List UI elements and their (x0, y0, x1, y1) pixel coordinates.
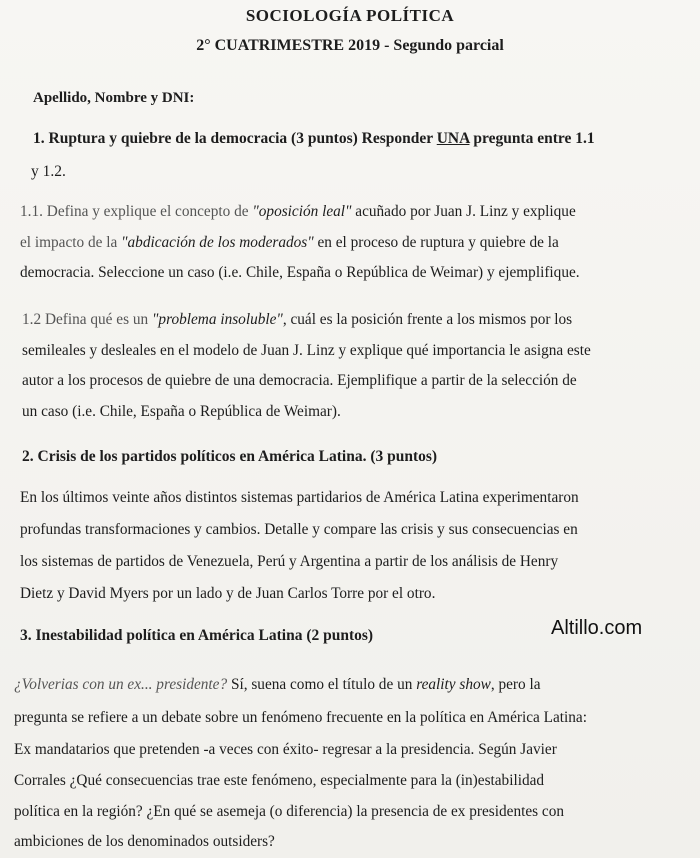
section2-title: 2. Crisis de los partidos políticos en América Latina. (3 puntos) (22, 448, 438, 465)
q12-l1-text-b: , cuál es la posición frente a los mismos por los (282, 311, 573, 328)
section3-line-3: Ex mandatarios que pretenden -a veces con éxito- regresar a la presidencia. Según Javier (14, 741, 557, 758)
section1-title-continuation: y 1.2. (31, 163, 66, 180)
section2-line-1: En los últimos veinte años distintos sistemas partidarios de América Latina experimentaron (20, 489, 579, 506)
section2-line-3: los sistemas de partidos de Venezuela, Perú y Argentina a partir de los análisis de Henry (20, 553, 559, 570)
section3-l1-text-a: Sí, suena como el título de un (227, 676, 417, 693)
q11-l1-term: "oposición leal" (252, 203, 352, 220)
q12-line-4: un caso (i.e. Chile, España o República de Weimar). (22, 403, 341, 420)
q11-line-2 (20, 234, 559, 252)
q11-l2-text-a: el impacto de la (20, 234, 122, 251)
q12-l1-term: "problema insoluble" (152, 311, 283, 328)
section3-title: 3. Inestabilidad política en América Latina (2 puntos) (20, 627, 374, 644)
section2-line-2: profundas transformaciones y cambios. Detalle y compare las crisis y sus consecuencias en (20, 521, 578, 538)
section3-line-4: Corrales ¿Qué consecuencias trae este fenómeno, especialmente para la (in)estabilidad (14, 772, 545, 789)
section3-line-6: ambiciones de los denominados outsiders? (14, 833, 275, 850)
q12-l1-text-a: 1.2 Defina qué es un (22, 311, 152, 328)
section3-line-1 (14, 676, 541, 694)
q11-l1-text-a: 1.1. Defina y explique el concepto de (20, 203, 253, 220)
section1-title-part-a: 1. Ruptura y quiebre de la democracia (3 puntos) Responder (33, 130, 437, 147)
section3-l1-text-b: , pero la (490, 676, 541, 693)
section3-question-text: ¿Volverias con un ex... presidente? (14, 676, 228, 693)
section1-title (33, 130, 595, 148)
exam-subtitle: 2° CUATRIMESTRE 2019 - Segundo parcial (196, 37, 504, 54)
q11-l2-text-b: en el proceso de ruptura y quiebre de la (313, 234, 559, 251)
q11-line-1 (20, 203, 576, 221)
q11-l1-text-b: acuñado por Juan J. Linz y explique (351, 203, 576, 220)
section1-title-part-b: pregunta entre 1.1 (469, 130, 595, 147)
section3-line-2: pregunta se refiere a un debate sobre un fenómeno frecuente en la política en América Latina: (14, 709, 587, 726)
q12-line-3: autor a los procesos de quiebre de una democracia. Ejemplifique a partir de la selección de (22, 372, 577, 389)
course-title: SOCIOLOGÍA POLÍTICA (245, 6, 455, 25)
student-field-label: Apellido, Nombre y DNI: (33, 90, 195, 106)
altillo-watermark: Altillo.com (551, 617, 643, 639)
section3-l1-term: reality show (416, 676, 491, 693)
section2-line-4: Dietz y David Myers por un lado y de Juan Carlos Torre por el otro. (20, 585, 436, 602)
section3-line-5: política en la región? ¿En qué se asemeja (o diferencia) la presencia de ex presidentes con (14, 803, 565, 820)
section1-title-una: UNA (436, 130, 470, 147)
q12-line-1 (22, 311, 572, 329)
q12-line-2: semileales y desleales en el modelo de Juan J. Linz y explique qué importancia le asigna este (22, 342, 591, 359)
q11-line-3: democracia. Seleccione un caso (i.e. Chile, España o República de Weimar) y ejemplifique. (20, 264, 580, 281)
q11-l2-term: "abdicación de los moderados" (121, 234, 314, 251)
